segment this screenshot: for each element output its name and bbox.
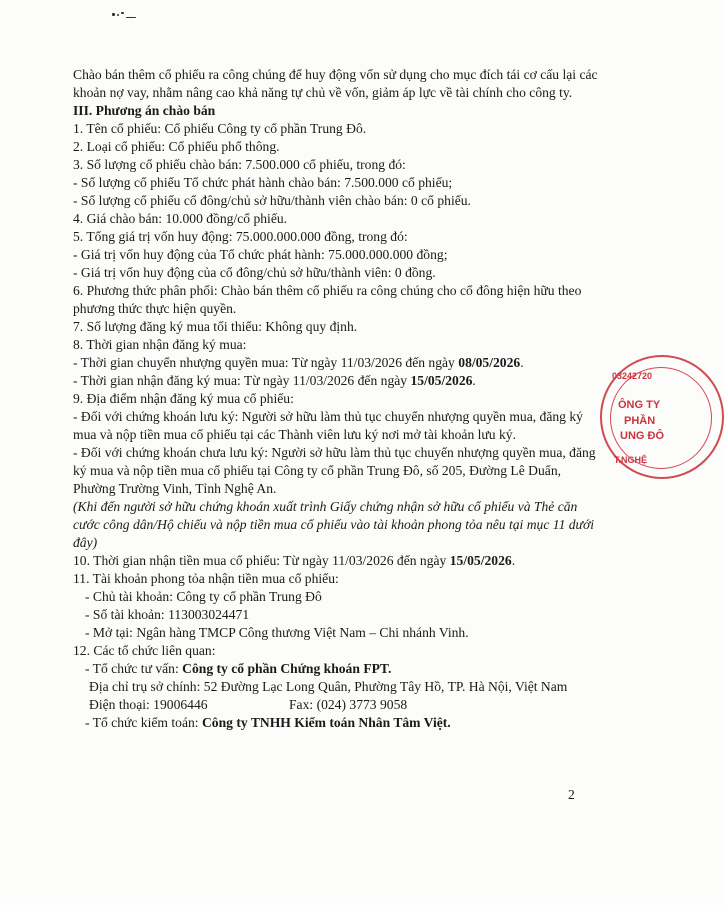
intro-paragraph: Chào bán thêm cổ phiếu ra công chúng để huy động vốn sử dụng cho mục đích tái cơ cấu lại các khoản nợ vay, nhằm nâng cao khả năng tự chủ về vốn, giảm áp lực về tài chính cho công ty. bbox=[73, 67, 598, 100]
scan-specks bbox=[112, 8, 142, 22]
seal-line-3: PHẦN bbox=[624, 415, 656, 427]
item-10: 10. Thời gian nhận tiền mua cổ phiếu: Từ ngày 11/03/2026 đến ngày 15/05/2026. bbox=[73, 553, 516, 568]
item-7: 7. Số lượng đăng ký mua tối thiểu: Không quy định. bbox=[73, 319, 358, 334]
item-12a-phone: Điện thoại: 19006446 bbox=[89, 697, 208, 712]
page-number: 2 bbox=[568, 787, 575, 802]
seal-line-4: UNG ĐÔ bbox=[620, 430, 664, 442]
item-3a: - Số lượng cổ phiếu Tổ chức phát hành chào bán: 7.500.000 cổ phiếu; bbox=[73, 175, 453, 190]
item-11: 11. Tài khoản phong tỏa nhận tiền mua cổ phiếu: bbox=[73, 571, 339, 586]
item-3b: - Số lượng cổ phiếu cổ đông/chủ sở hữu/thành viên chào bán: 0 cổ phiếu. bbox=[73, 193, 471, 208]
item-12a-label: - Tổ chức tư vấn: bbox=[85, 661, 183, 676]
item-8a: - Thời gian chuyển nhượng quyền mua: Từ ngày 11/03/2026 đến ngày 08/05/2026. bbox=[73, 355, 524, 370]
item-12a-address: Địa chỉ trụ sở chính: 52 Đường Lạc Long Quân, Phường Tây Hồ, TP. Hà Nội, Việt Nam bbox=[89, 679, 568, 694]
item-11b: - Số tài khoản: 113003024471 bbox=[85, 607, 250, 622]
item-8: 8. Thời gian nhận đăng ký mua: bbox=[73, 337, 247, 352]
item-3: 3. Số lượng cổ phiếu chào bán: 7.500.000 cổ phiếu, trong đó: bbox=[73, 157, 406, 172]
item-5a: - Giá trị vốn huy động của Tổ chức phát hành: 75.000.000.000 đồng; bbox=[73, 247, 448, 262]
item-11c: - Mở tại: Ngân hàng TMCP Công thương Việt Nam – Chi nhánh Vinh. bbox=[85, 625, 469, 640]
item-9: 9. Địa điểm nhận đăng ký mua cổ phiếu: bbox=[73, 391, 294, 406]
item-5b: - Giá trị vốn huy động của cổ đông/chủ sở hữu/thành viên: 0 đồng. bbox=[73, 265, 436, 280]
item-9a: - Đối với chứng khoán lưu ký: Người sở hữu làm thủ tục chuyển nhượng quyền mua, đăng ký mua và nộp tiền mua cổ phiếu tại các Thành viên lưu ký nơi mở tài khoản lưu ký. bbox=[73, 409, 583, 442]
item-8b: - Thời gian nhận đăng ký mua: Từ ngày 11/03/2026 đến ngày 15/05/2026. bbox=[73, 373, 476, 388]
company-seal bbox=[600, 355, 724, 479]
item-2: 2. Loại cổ phiếu: Cổ phiếu phổ thông. bbox=[73, 139, 280, 154]
item-8b-text: - Thời gian nhận đăng ký mua: Từ ngày 11/03/2026 đến ngày bbox=[73, 373, 411, 388]
item-8a-text: - Thời gian chuyển nhượng quyền mua: Từ ngày 11/03/2026 đến ngày bbox=[73, 355, 459, 370]
item-1: 1. Tên cổ phiếu: Cổ phiếu Công ty cổ phần Trung Đô. bbox=[73, 121, 367, 136]
item-12a-name: Công ty cổ phần Chứng khoán FPT. bbox=[182, 661, 392, 676]
item-12a bbox=[73, 660, 598, 678]
item-8b-date: 15/05/2026 bbox=[410, 373, 473, 388]
item-12a-fax: Fax: (024) 3773 9058 bbox=[289, 697, 408, 712]
seal-line-1: 03242720 bbox=[612, 371, 653, 381]
item-12a-contact bbox=[73, 696, 598, 714]
item-12b bbox=[73, 714, 598, 732]
item-6: 6. Phương thức phân phối: Chào bán thêm cổ phiếu ra công chúng cho cổ đông hiện hữu theo phương thức thực hiện quyền. bbox=[73, 283, 582, 316]
seal-line-2: ÔNG TY bbox=[618, 399, 661, 411]
item-4: 4. Giá chào bán: 10.000 đồng/cổ phiếu. bbox=[73, 211, 288, 226]
item-8a-date: 08/05/2026 bbox=[458, 355, 521, 370]
item-5: 5. Tổng giá trị vốn huy động: 75.000.000.000 đồng, trong đó: bbox=[73, 229, 408, 244]
item-10-text: 10. Thời gian nhận tiền mua cổ phiếu: Từ ngày 11/03/2026 đến ngày bbox=[73, 553, 450, 568]
item-10-date: 15/05/2026 bbox=[449, 553, 512, 568]
item-12: 12. Các tổ chức liên quan: bbox=[73, 643, 216, 658]
seal-line-5: T.NGHỆ bbox=[614, 455, 648, 465]
document-body bbox=[73, 66, 598, 732]
item-11a: - Chủ tài khoản: Công ty cổ phần Trung Đô bbox=[85, 589, 322, 604]
item-12b-name: Công ty TNHH Kiểm toán Nhân Tâm Việt. bbox=[201, 715, 451, 730]
item-9b: - Đối với chứng khoán chưa lưu ký: Người sở hữu làm thủ tục chuyển nhượng quyền mua, đăng ký mua và nộp tiền mua cổ phiếu tại Công ty cổ phần Trung Đô, số 205, Đường Lê Duẩn, Phường Trường Vinh, Tỉnh Nghệ An. bbox=[73, 445, 596, 496]
item-12b-label: - Tổ chức kiểm toán: bbox=[85, 715, 202, 730]
item-9-note: (Khi đến người sở hữu chứng khoán xuất trình Giấy chứng nhận sở hữu cổ phiếu và Thẻ căn cước công dân/Hộ chiếu và nộp tiền mua cổ phiếu vào tài khoản phong tỏa nêu tại mục 11 dưới đây) bbox=[73, 499, 595, 550]
section-title: III. Phương án chào bán bbox=[73, 103, 216, 118]
